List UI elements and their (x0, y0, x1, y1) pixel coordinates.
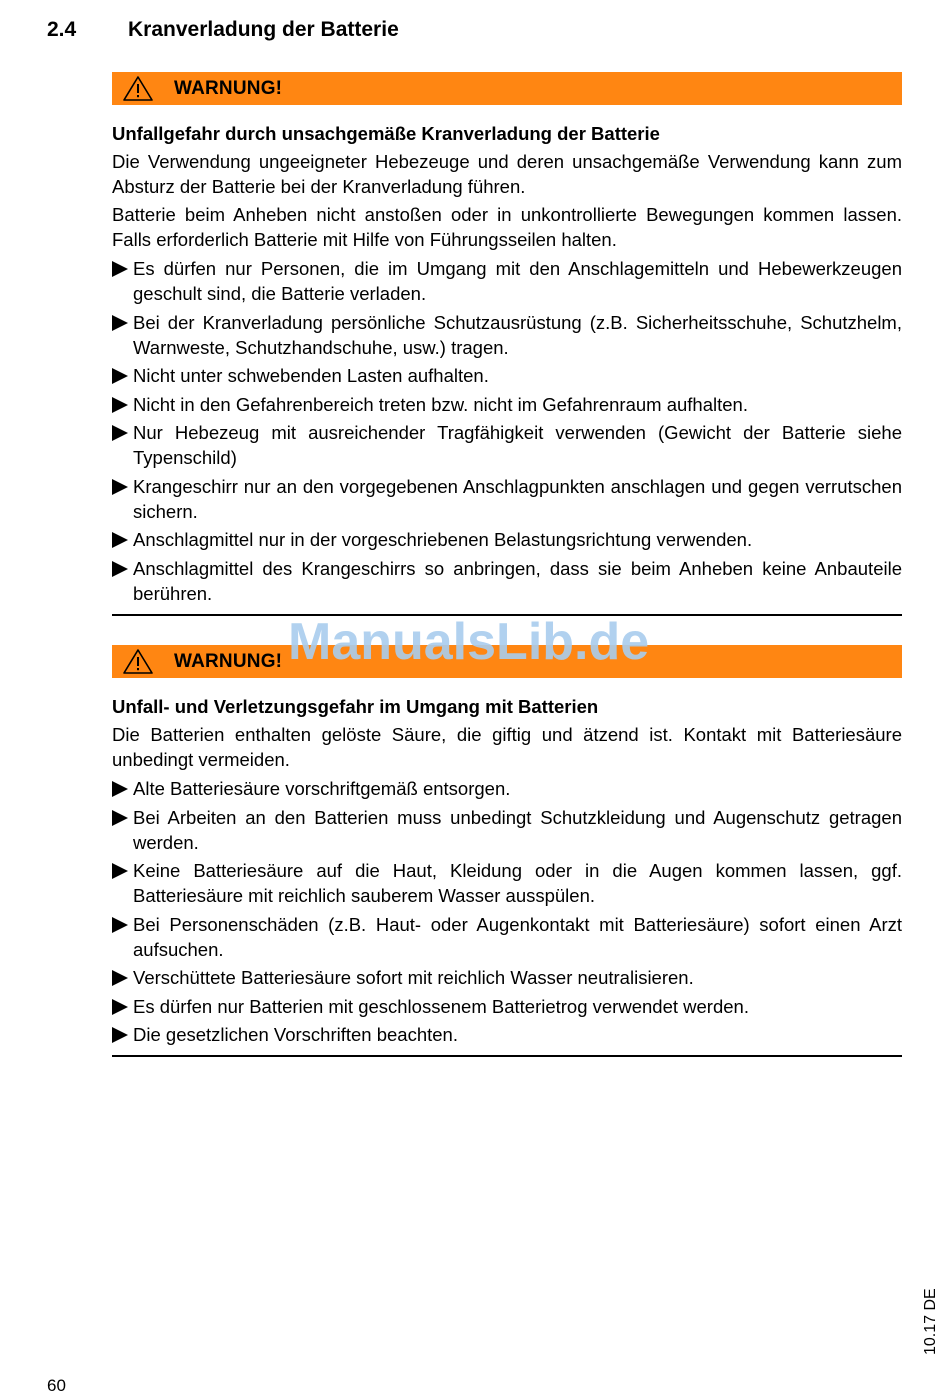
instruction-list (112, 776, 902, 1047)
arrow-right-icon (112, 315, 128, 331)
list-item (112, 1022, 902, 1047)
arrow-right-icon (112, 810, 128, 826)
warning-block-2 (112, 645, 902, 1057)
list-item (112, 858, 902, 908)
arrow-right-icon (112, 261, 128, 277)
list-item (112, 474, 902, 524)
arrow-right-icon (112, 368, 128, 384)
list-item-text: Bei der Kranverladung persönliche Schutzausrüstung (z.B. Sicherheitsschuhe, Schutzhelm, Warnweste, Schutzhandschuhe, usw.) tragen. (133, 311, 902, 358)
warning-triangle-icon (122, 75, 154, 102)
document-code: 10.17 DE (922, 1288, 939, 1355)
list-item-text: Alte Batteriesäure vorschriftgemäß entsorgen. (133, 778, 511, 799)
list-item-text: Die gesetzlichen Vorschriften beachten. (133, 1024, 458, 1045)
arrow-right-icon (112, 917, 128, 933)
arrow-right-icon (112, 970, 128, 986)
warning-paragraph: Die Verwendung ungeeigneter Hebezeuge und deren unsachgemäße Verwendung kann zum Absturz der Batterie bei der Kranverladung führen. (112, 151, 902, 197)
list-item-text: Bei Arbeiten an den Batterien muss unbedingt Schutzkleidung und Augenschutz getragen werden. (133, 806, 902, 853)
arrow-right-icon (112, 479, 128, 495)
list-item-text: Bei Personenschäden (z.B. Haut- oder Augenkontakt mit Batteriesäure) sofort einen Arzt aufsuchen. (133, 913, 902, 960)
list-item (112, 965, 902, 990)
list-item (112, 363, 902, 388)
arrow-right-icon (112, 561, 128, 577)
list-item (112, 776, 902, 801)
list-item (112, 256, 902, 306)
page-number: 60 (47, 1376, 66, 1395)
list-item-text: Anschlagmittel nur in der vorgeschriebenen Belastungsrichtung verwenden. (133, 529, 753, 550)
instruction-list (112, 256, 902, 606)
divider (112, 1055, 902, 1057)
list-item (112, 392, 902, 417)
list-item-text: Nur Hebezeug mit ausreichender Tragfähigkeit verwenden (Gewicht der Batterie siehe Typenschild) (133, 422, 902, 468)
list-item-text: Nicht unter schwebenden Lasten aufhalten. (133, 365, 489, 386)
warning-bar (112, 72, 902, 105)
list-item-text: Keine Batteriesäure auf die Haut, Kleidung oder in die Augen kommen lassen, ggf. Batteriesäure mit reichlich sauberem Wasser ausspülen. (133, 860, 902, 906)
arrow-right-icon (112, 863, 128, 879)
warning-title: Unfallgefahr durch unsachgemäße Kranverladung der Batterie (112, 123, 660, 144)
arrow-right-icon (112, 532, 128, 548)
section-title: Kranverladung der Batterie (128, 18, 399, 41)
arrow-right-icon (112, 1027, 128, 1043)
section-heading (47, 18, 399, 42)
warning-paragraph: Batterie beim Anheben nicht anstoßen oder in unkontrollierte Bewegungen kommen lassen. Falls erforderlich Batterie mit Hilfe von Führungsseilen halten. (112, 204, 902, 250)
list-item-text: Es dürfen nur Personen, die im Umgang mit den Anschlagemitteln und Hebewerkzeugen geschult sind, die Batterie verladen. (133, 258, 902, 304)
warning-label: WARNUNG! (174, 650, 283, 672)
watermark: ManualsLib.de (288, 613, 650, 671)
list-item-text: Anschlagmittel des Krangeschirrs so anbringen, dass sie beim Anheben keine Anbauteile berühren. (133, 557, 902, 604)
list-item (112, 805, 902, 855)
list-item (112, 912, 902, 962)
warning-block-1 (112, 72, 902, 616)
list-item (112, 527, 902, 552)
warning-label: WARNUNG! (174, 77, 283, 99)
arrow-right-icon (112, 781, 128, 797)
warning-triangle-icon (122, 648, 154, 675)
warning-paragraph: Die Batterien enthalten gelöste Säure, die giftig und ätzend ist. Kontakt mit Batteriesäure unbedingt vermeiden. (112, 724, 902, 770)
list-item (112, 310, 902, 360)
list-item (112, 994, 902, 1019)
list-item (112, 556, 902, 606)
section-number: 2.4 (47, 18, 77, 41)
arrow-right-icon (112, 397, 128, 413)
arrow-right-icon (112, 425, 128, 441)
warning-title: Unfall- und Verletzungsgefahr im Umgang mit Batterien (112, 696, 599, 717)
list-item (112, 420, 902, 470)
list-item-text: Es dürfen nur Batterien mit geschlossenem Batterietrog verwendet werden. (133, 995, 749, 1017)
list-item-text: Verschüttete Batteriesäure sofort mit reichlich Wasser neutralisieren. (133, 967, 694, 988)
list-item-text: Nicht in den Gefahrenbereich treten bzw. nicht im Gefahrenraum aufhalten. (133, 393, 748, 415)
arrow-right-icon (112, 999, 128, 1015)
list-item-text: Krangeschirr nur an den vorgegebenen Anschlagpunkten anschlagen und gegen verrutschen sichern. (133, 475, 902, 522)
